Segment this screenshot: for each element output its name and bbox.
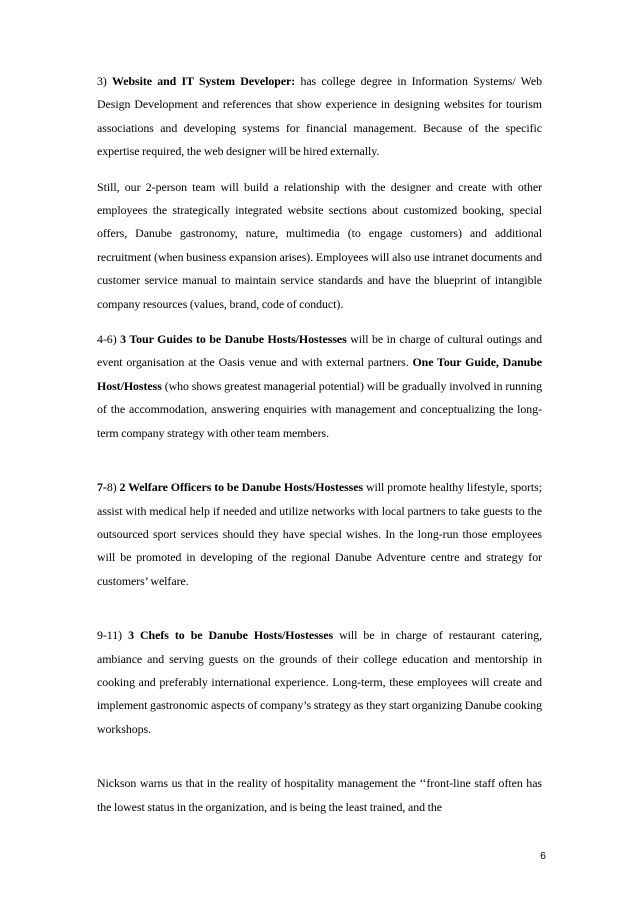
role-title: Website and IT System Developer: [112, 74, 296, 88]
paragraph-welfare-officers [97, 476, 542, 593]
role-subtitle: One Tour Guide, Danube Host/Hostess [97, 355, 543, 393]
paragraph-nickson [97, 772, 542, 819]
item-number: 4-6) [97, 332, 121, 347]
paragraph-website-developer [97, 70, 542, 164]
paragraph-text: Nickson warns us that in the reality of hospitality management the ‘‘front-line staff often has the lowest status in the organization, and is being the least trained, and the [97, 776, 542, 814]
document-body [97, 70, 542, 819]
item-number: 3) [97, 74, 113, 88]
role-title: 2 Welfare Officers to be Danube Hosts/Hostesses [119, 480, 364, 495]
item-number: 8) [106, 480, 120, 495]
role-title: 3 Chefs to be Danube Hosts/Hostesses [128, 628, 334, 643]
paragraph-chefs [97, 624, 542, 741]
paragraph-text: will be in charge of restaurant catering, ambiance and serving guests on the grounds of their college education and mentorship in cooking and preferably international experience. Long-term, these employees will create and implement gastronomic aspects of company’s strategy as they start organizing Danube cooking workshops. [97, 628, 543, 736]
paragraph-text: will promote healthy lifestyle, sports; assist with medical help if needed and utilize networks with local partners to take guests to the outsourced sport services should they have special wishes. In the long-run those employees will be promoted in developing of the regional Danube Adventure centre and strategy for customers’ welfare. [97, 480, 542, 588]
role-title: 3 Tour Guides to be Danube Hosts/Hostesses [120, 332, 347, 347]
paragraph-text: Still, our 2-person team will build a relationship with the designer and create with other employees the strategically integrated website sections about customized booking, special offers, Danube gastronomy, nature, multimedia (to engage customers) and additional recruitment (when business expansion arises). Employees will also use intranet documents and customer service manual to maintain service standards and have the blueprint of intangible company resources (values, brand, code of conduct). [97, 179, 542, 311]
paragraph-tour-guides [97, 328, 542, 445]
item-number-bold: 7- [97, 480, 107, 495]
page-number: 6 [540, 850, 546, 862]
paragraph-team-relationship [97, 176, 542, 316]
paragraph-text: will be in charge of cultural outings and event organisation at the Oasis venue and with external partners. [97, 332, 542, 370]
paragraph-text-continued: (who shows greatest managerial potential) will be gradually involved in running of the accommodation, answering enquiries with management and conceptualizing the long-term company strategy with other team members. [97, 378, 542, 440]
paragraph-text: has college degree in Information Systems/ Web Design Development and references that show experience in designing websites for tourism associations and developing systems for financial management. Because of the specific expertise required, the web designer will be hired externally. [97, 74, 542, 159]
item-number: 9-11) [97, 628, 129, 643]
